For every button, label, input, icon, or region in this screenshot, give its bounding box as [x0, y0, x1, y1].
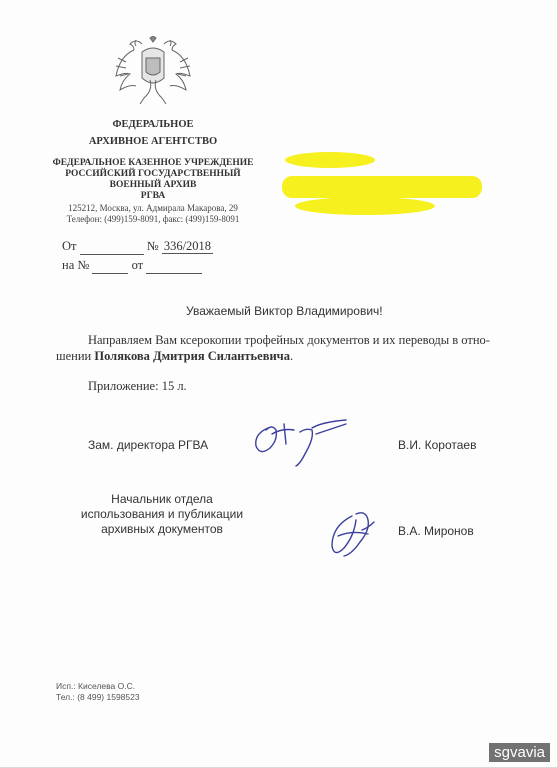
institution-line-4: РГВА [140, 191, 166, 201]
second-title-line-1: Начальник отдела [111, 492, 213, 506]
on-label: на [62, 258, 75, 272]
watermark: sgvavia [489, 743, 550, 762]
institution-line-3: ВОЕННЫЙ АРХИВ [109, 180, 197, 190]
body-line2-prefix: шении [56, 349, 92, 363]
first-signature [246, 404, 358, 470]
body-line-2 [56, 348, 293, 364]
institution-line-2: РОССИЙСКИЙ ГОСУДАРСТВЕННЫЙ [65, 169, 241, 179]
of-date-blank [146, 257, 202, 274]
body-suffix: . [289, 349, 294, 363]
second-title-line-2: использования и публикации [80, 507, 244, 521]
incoming-ref-row [62, 257, 202, 274]
second-signer-title [62, 492, 262, 537]
agency-line-2: АРХИВНОЕ АГЕНТСТВО [88, 136, 218, 147]
phones: Телефон: (499)159-8091, факс: (499)159-8091 [66, 214, 240, 224]
recipient-subject-name: Полякова Дмитрия Силантьевича [94, 349, 290, 363]
on-number-label: № [77, 258, 90, 272]
executor-note: Исп.: Киселева О.С. [56, 681, 136, 691]
address: 125212, Москва, ул. Адмирала Макарова, 29 [68, 203, 238, 213]
of-label: от [131, 258, 144, 272]
coat-of-arms-emblem [112, 36, 194, 108]
from-label: От [62, 239, 77, 253]
body-line-1: Направляем Вам ксерокопии трофейных документов и их переводы в отно- [88, 333, 490, 347]
first-signer-name: В.И. Коротаев [398, 438, 477, 452]
executor-phone: Тел.: (8 499) 1598523 [56, 692, 140, 702]
second-signature [322, 506, 384, 564]
from-date-blank [80, 238, 144, 255]
agency-line-1: ФЕДЕРАЛЬНОЕ [112, 119, 194, 130]
second-title-line-3: архивных документов [101, 522, 223, 536]
number-label: № [146, 239, 159, 253]
attachment-note: Приложение: 15 л. [88, 379, 187, 393]
first-signer-title: Зам. директора РГВА [88, 438, 209, 452]
number-value: 336/2018 [163, 239, 212, 253]
greeting: Уважаемый Виктор Владимирович! [186, 304, 383, 318]
on-number-blank [92, 257, 128, 274]
outgoing-ref-row [62, 238, 213, 255]
institution-line-1: ФЕДЕРАЛЬНОЕ КАЗЕННОЕ УЧРЕЖДЕНИЕ [52, 158, 254, 168]
second-signer-name: В.А. Миронов [398, 524, 474, 538]
redaction-highlight [280, 148, 490, 218]
